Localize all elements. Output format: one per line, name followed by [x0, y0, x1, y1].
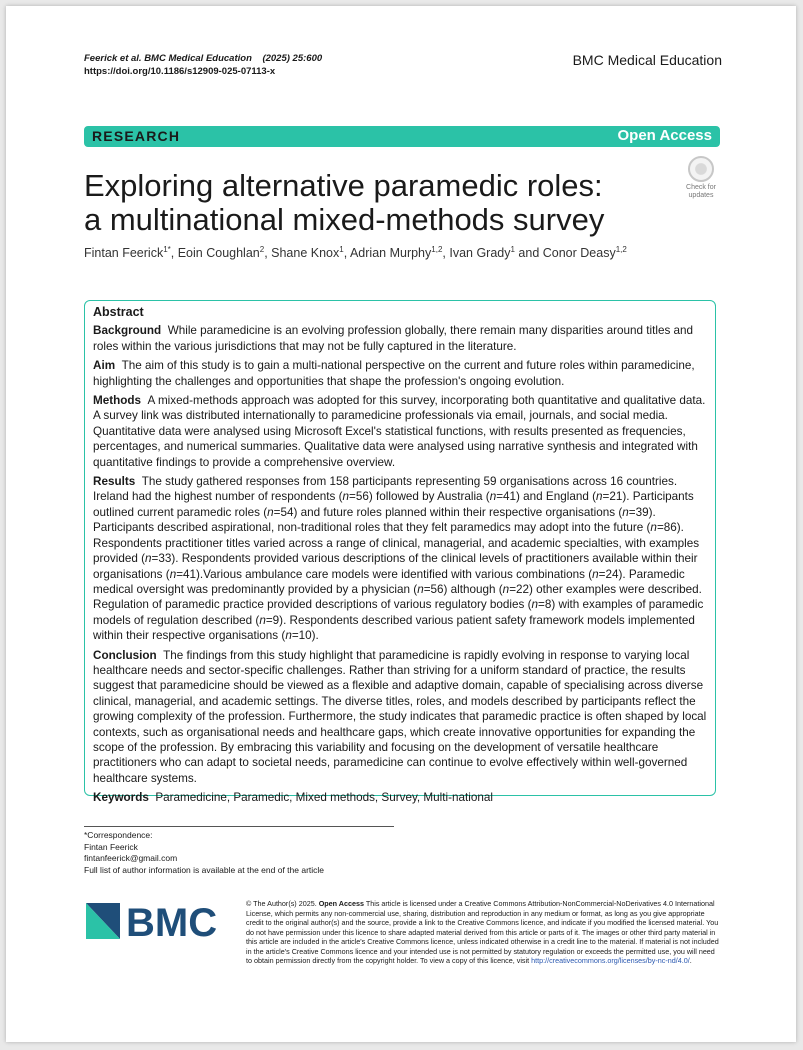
author-name[interactable]: Ivan Grady — [449, 246, 511, 261]
author-name[interactable]: Eoin Coughlan — [177, 246, 260, 261]
check-updates-line2: updates — [688, 192, 714, 199]
author-separator: and — [514, 246, 543, 261]
author-separator: , — [170, 246, 178, 261]
author-affiliation: 1,2 — [615, 245, 627, 254]
abstract-sections — [93, 323, 708, 805]
abstract-section-background: Background While paramedicine is an evolving profession globally, there remain many disparities around titles and roles within the various jurisdictions that may not be fully captured in the literature. — [93, 324, 694, 353]
abstract-section-label: Conclusion — [93, 648, 157, 662]
author-name[interactable]: Adrian Murphy — [349, 246, 432, 261]
abstract-section-methods: Methods A mixed-methods approach was adopted for this survey, incorporating both quantitative and qualitative data. A survey link was distributed internationally to paramedicine professionals via email, journals, and social media. Quantitative data were analysed using Microsoft Excel's statistical functions, with results presented as frequencies, percentages, and numerical summaries. Qualitative data were analysed using narrative synthesis and integrated with quantitative findings to provide a comprehensive overview. — [93, 394, 706, 469]
abstract-section-results: Results The study gathered responses from 158 participants representing 59 organisations across 16 countries. Ireland had the highest number of respondents (n=56) followed by Australia (n=41) and England (n=21). Participants outlined current paramedic roles (n=54) and future roles planned within their respective organisations (n=39). Participants described aspirational, non-traditional roles that they felt paramedics may adopt into the future (n=86). Respondents practitioner titles varied across a range of clinical, managerial, and academic specialties, with examples provided (n=33). Respondents provided various descriptions of the clinical levels of practitioners available within their organisations (n=41).Various ambulance care models were identified with various combinations (n=24). Paramedic medical oversight was predominantly provided by a physician (n=56) although (n=22) other examples were described. Regulation of paramedic practice provided descriptions of various regulatory bodies (n=8) with examples of paramedic models of regulation described (n=9). Respondents described various patient safety framework models implemented within their respective organisations (n=10). — [93, 475, 704, 643]
paper-page — [6, 6, 796, 1042]
article-type-label: RESEARCH — [92, 128, 181, 144]
license-open-access: Open Access — [318, 899, 364, 908]
abstract-section-label: Aim — [93, 359, 116, 373]
abstract-box — [84, 300, 716, 805]
author-name[interactable]: Conor Deasy — [542, 246, 616, 261]
license-text — [246, 899, 722, 966]
abstract-section-conclusion: Conclusion The findings from this study highlight that paramedicine is rapidly evolving in response to varying local healthcare needs and sector-specific challenges. Rather than striving for a uniform standard of practice, the results suggest that paramedicine should be viewed as a flexible and adaptive domain, capable of specialising across diverse clinical, managerial, and academic settings. The diverse titles, roles, and models described by participants reflect the growing complexity of the profession. Furthermore, the study indicates that paramedic practice is often shaped by local contexts, such as organisational needs and healthcare gaps, which create innovative opportunities for expanding the scope of the profession. By embracing this variability and focusing on the development of versatile healthcare practitioners who can adapt to societal needs, paramedicine can continue to evolve effectively within well-governed healthcare systems. — [93, 648, 707, 785]
author-info-note: Full list of author information is available at the end of the article — [84, 864, 325, 875]
correspondence-name: Fintan Feerick — [84, 841, 138, 852]
bmc-logo — [86, 901, 236, 941]
author-separator: , — [442, 246, 450, 261]
check-for-updates-button[interactable] — [681, 156, 721, 199]
author-affiliation: 1 — [339, 245, 344, 254]
abstract-section-label: Background — [93, 324, 162, 338]
abstract-section-keywords: Keywords Paramedicine, Paramedic, Mixed methods, Survey, Multi-national — [93, 791, 493, 805]
citation-header — [84, 52, 322, 78]
correspondence-email[interactable]: fintanfeerick@gmail.com — [84, 853, 178, 863]
citation-year: (2025) 25:600 — [262, 53, 323, 64]
title-line-1: Exploring alternative paramedic roles: — [84, 168, 603, 203]
abstract-section-label: Results — [93, 475, 136, 489]
license-body: This article is licensed under a Creative Commons Attribution-NonCommercial-NoDerivatives 4.0 International License, which permits any non-commercial use, sharing, distribution and reproduction in any medium or format, as long as you give appropriate credit to the original author(s) and the source, provide a link to the Creative Commons licence, and indicate if you modified the licensed material. You do not have permission under this licence to share adapted material derived from this article or parts of it. The images or other third party material in this article are included in the article's Creative Commons licence, unless indicated otherwise in a credit line to the material. If material is not included in the article's Creative Commons licence and your intended use is not permitted by statutory regulation or exceeds the permitted use, you will need to obtain permission directly from the copyright holder. To view a copy of this licence, visit — [246, 899, 719, 965]
doi-link[interactable]: https://doi.org/10.1186/s12909-025-07113-x — [84, 66, 276, 77]
citation-authors: Feerick et al. BMC Medical Education — [84, 53, 252, 64]
article-type-banner — [84, 126, 720, 147]
author-name[interactable]: Shane Knox — [271, 246, 340, 261]
abstract-section-label: Methods — [93, 394, 142, 408]
author-name[interactable]: Fintan Feerick — [84, 246, 164, 261]
open-access-label: Open Access — [617, 127, 712, 144]
footnote-divider — [84, 826, 394, 827]
correspondence-label: *Correspondence: — [84, 830, 153, 840]
check-updates-icon — [688, 156, 714, 182]
author-affiliation: 1,2 — [431, 245, 443, 254]
journal-name: BMC Medical Education — [572, 52, 722, 68]
abstract-section-aim: Aim The aim of this study is to gain a multi-national perspective on the current and future roles within paramedicine, highlighting the challenges and opportunities that shape the profession's ongoing evolution. — [93, 359, 695, 388]
author-affiliation: 1 — [510, 245, 515, 254]
check-updates-line1: Check for — [686, 184, 716, 191]
article-title — [84, 169, 644, 237]
license-end: . — [689, 956, 692, 965]
license-link[interactable]: http://creativecommons.org/licenses/by-nc-nd/4.0/ — [531, 956, 690, 965]
abstract-heading: Abstract — [93, 305, 144, 319]
author-separator: , — [343, 246, 350, 261]
title-line-2: a multinational mixed-methods survey — [84, 202, 605, 237]
author-separator: , — [264, 246, 272, 261]
author-affiliation: 2 — [259, 245, 265, 254]
abstract-section-label: Keywords — [93, 791, 149, 805]
bmc-logo-text: BMC — [126, 901, 218, 941]
correspondence-note — [84, 830, 324, 876]
author-list — [84, 245, 627, 260]
license-prefix: © The Author(s) 2025. — [246, 899, 319, 908]
author-affiliation: 1* — [163, 245, 171, 254]
